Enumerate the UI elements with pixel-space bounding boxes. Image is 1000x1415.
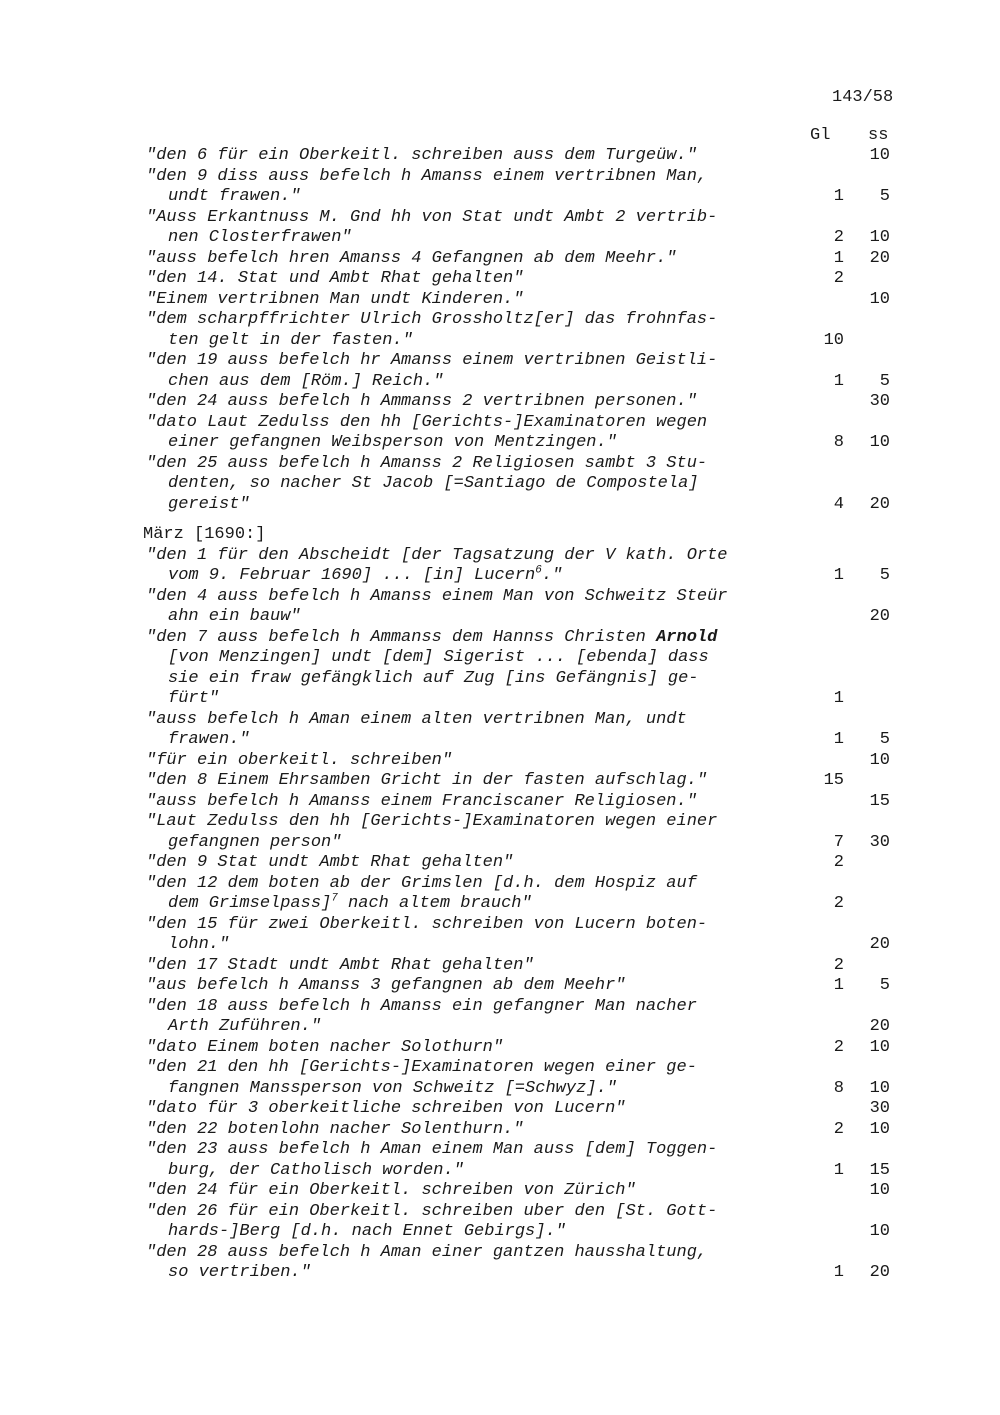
entry-text-line — [146, 894, 906, 915]
entry-text-line: "den 1 für den Abscheidt [der Tagsatzung der V kath. Orte — [146, 545, 728, 565]
amount-schilling: 15 — [869, 791, 890, 811]
amount-gulden: 2 — [833, 1037, 844, 1057]
amount-schilling: 10 — [869, 1222, 890, 1241]
entry-text-line: "den 19 auss befelch hr Amanss einem vertribnen Geistli- — [146, 351, 718, 370]
ledger-entry — [146, 546, 906, 587]
entry-text-line: gefangnen person" — [168, 832, 342, 852]
ledger-entry — [146, 771, 906, 792]
entry-text-line: "den 24 für ein Oberkeitl. schreiben von Zürich" — [146, 1181, 636, 1200]
ledger-entry — [146, 587, 906, 628]
entry-text-line: "auss befelch h Aman einem alten vertribnen Man, undt — [146, 709, 687, 729]
entry-text-line: nen Closterfrawen" — [168, 228, 352, 247]
amount-gulden: 1 — [833, 689, 844, 708]
entry-text-line: "den 15 für zwei Oberkeitl. schreiben von Lucern boten- — [146, 914, 708, 934]
ledger-entry — [146, 167, 906, 208]
page-number: 143/58 — [832, 88, 894, 107]
amount-gulden — [804, 607, 844, 628]
amount-schilling: 5 — [879, 566, 890, 585]
amount-gulden: 15 — [823, 771, 844, 790]
amount-gulden: 1 — [833, 1160, 844, 1180]
ledger-entry — [146, 351, 906, 392]
entry-text-line: gereist" — [168, 494, 250, 514]
amount-schilling: 20 — [869, 248, 890, 268]
entry-text-line: "den 17 Stadt undt Ambt Rhat gehalten" — [146, 955, 534, 975]
amount-schilling — [850, 956, 890, 977]
amount-schilling: 5 — [879, 187, 890, 206]
ledger-entry — [146, 413, 906, 454]
amount-schilling: 10 — [869, 289, 890, 309]
entry-text-line: "den 12 dem boten ab der Grimslen [d.h. dem Hospiz auf — [146, 873, 697, 893]
amount-gulden: 4 — [833, 494, 844, 514]
ledger-entry — [146, 208, 906, 249]
entry-text: vom 9. Februar 1690] ... [in] Lucern — [168, 566, 536, 585]
amount-gulden: 1 — [833, 1263, 844, 1282]
entry-text-line: "den 21 den hh [Gerichts-]Examinatoren wegen einer ge- — [146, 1058, 697, 1077]
entry-text-line: "den 23 auss befelch h Aman einem Man auss [dem] Toggen- — [146, 1140, 718, 1159]
ledger-entry — [146, 1058, 906, 1099]
column-header-gulden: Gl — [810, 126, 831, 145]
entry-text-line: "auss befelch hren Amanss 4 Gefangnen ab dem Meehr." — [146, 248, 677, 268]
amount-schilling — [850, 331, 890, 352]
entry-text-line: einer gefangnen Weibsperson von Mentzingen." — [168, 433, 617, 452]
entry-text-line: "auss befelch h Amanss einem Franciscaner Religiosen." — [146, 791, 697, 811]
amount-gulden: 8 — [833, 433, 844, 452]
ledger-entry — [146, 1038, 906, 1059]
amount-schilling: 30 — [869, 832, 890, 852]
amount-gulden: 1 — [833, 187, 844, 206]
ledger-entry — [146, 269, 906, 290]
amount-gulden: 2 — [833, 269, 844, 288]
amount-gulden — [804, 1222, 844, 1243]
entry-text-line: "den 9 diss auss befelch h Amanss einem vertribnen Man, — [146, 166, 708, 186]
amount-gulden: 2 — [833, 228, 844, 247]
amount-schilling: 10 — [869, 433, 890, 452]
ledger-entry — [146, 1243, 906, 1284]
amount-gulden: 2 — [833, 853, 844, 872]
ledger-entry — [146, 454, 906, 516]
entry-text-line: burg, der Catholisch worden." — [168, 1160, 464, 1180]
amount-schilling: 10 — [869, 1037, 890, 1057]
amount-schilling: 30 — [869, 392, 890, 411]
amount-gulden: 1 — [833, 730, 844, 749]
entry-text-line: "Auss Erkantnuss M. Gnd hh von Stat undt Ambt 2 vertrib- — [146, 207, 718, 227]
entry-text-line: "den 8 Einem Ehrsamben Gricht in der fasten aufschlag." — [146, 771, 708, 790]
entry-text-line: frawen." — [168, 730, 250, 749]
entry-text-line: "den 26 für ein Oberkeitl. schreiben uber den [St. Gott- — [146, 1201, 718, 1221]
amount-schilling — [850, 689, 890, 710]
entry-text-line: "Laut Zedulss den hh [Gerichts-]Examinatoren wegen einer — [146, 812, 718, 831]
ledger-entry — [146, 874, 906, 915]
ledger-entry — [146, 1140, 906, 1181]
ledger-entries — [143, 146, 906, 1284]
amount-gulden: 1 — [833, 371, 844, 391]
entry-text-line: "den 6 für ein Oberkeitl. schreiben auss dem Turgeüw." — [146, 146, 697, 165]
amount-gulden — [804, 1181, 844, 1202]
amount-schilling: 20 — [869, 607, 890, 626]
amount-gulden — [804, 146, 844, 167]
entry-text-line: Arth Zuführen." — [168, 1017, 322, 1036]
ledger-entry — [146, 1181, 906, 1202]
amount-gulden — [804, 1017, 844, 1038]
amount-gulden: 1 — [833, 566, 844, 585]
ledger-group-march-a — [146, 710, 906, 874]
ledger-entry — [146, 751, 906, 772]
ledger-entry — [146, 997, 906, 1038]
entry-text-line: ten gelt in der fasten." — [168, 330, 413, 350]
amount-schilling — [850, 771, 890, 792]
entry-text-line: lohn." — [168, 935, 230, 954]
entry-text-line: "dato Einem boten nacher Solothurn" — [146, 1037, 504, 1057]
entry-text-line: "den 9 Stat undt Ambt Rhat gehalten" — [146, 853, 514, 872]
amount-gulden: 10 — [823, 330, 844, 350]
amount-gulden — [804, 792, 844, 813]
entry-text-line: "den 4 auss befelch h Amanss einem Man von Schweitz Steür — [146, 586, 728, 606]
person-name: Arnold — [656, 627, 718, 647]
ledger-entry — [146, 1202, 906, 1243]
amount-gulden: 7 — [833, 832, 844, 852]
amount-schilling: 10 — [869, 1181, 890, 1200]
entry-text-line: "für ein oberkeitl. schreiben" — [146, 750, 453, 770]
entry-text: ." — [541, 566, 563, 585]
ledger-entry — [146, 853, 906, 874]
ledger-entry — [146, 1099, 906, 1120]
entry-text-line: "den 25 auss befelch h Amanss 2 Religiosen sambt 3 Stu- — [146, 453, 708, 473]
entry-text-line: so vertriben." — [168, 1263, 311, 1282]
entry-text-line: undt frawen." — [168, 187, 301, 206]
amount-schilling: 5 — [879, 730, 890, 749]
amount-gulden: 8 — [833, 1078, 844, 1098]
amount-gulden — [804, 1099, 844, 1120]
entry-text-line: fangnen Manssperson von Schweitz [=Schwyz]." — [168, 1078, 617, 1098]
amount-schilling: 10 — [869, 1078, 890, 1098]
entry-text-line: "aus befelch h Amanss 3 gefangnen ab dem Meehr" — [146, 976, 626, 995]
entry-text-line: ahn ein bauw" — [168, 607, 301, 626]
entry-text-line — [146, 566, 906, 587]
amount-schilling: 20 — [869, 1263, 890, 1282]
amount-gulden: 2 — [833, 955, 844, 975]
amount-schilling: 10 — [869, 146, 890, 165]
footnote-marker: 7 — [331, 892, 338, 905]
entry-text-line: "den 18 auss befelch h Amanss ein gefangner Man nacher — [146, 996, 697, 1016]
entry-text-line: [von Menzingen] undt [dem] Sigerist ... [ebenda] dass — [168, 648, 709, 667]
amount-gulden: 1 — [833, 248, 844, 268]
ledger-entry — [146, 310, 906, 351]
amount-gulden — [804, 935, 844, 956]
footnote-marker: 6 — [535, 564, 542, 577]
entry-text-line — [146, 628, 906, 649]
ledger-entry — [146, 146, 906, 167]
amount-schilling: 20 — [869, 1017, 890, 1036]
amount-schilling: 10 — [869, 228, 890, 247]
amount-schilling: 10 — [869, 1119, 890, 1139]
entry-text: nach altem brauch" — [337, 894, 532, 913]
ledger-entry — [146, 1120, 906, 1141]
amount-gulden — [804, 392, 844, 413]
ledger-entry — [146, 915, 906, 956]
entry-text-line: hards-]Berg [d.h. nach Ennet Gebirgs]." — [168, 1222, 566, 1241]
ledger-entry — [146, 392, 906, 413]
month-heading: März [1690:] — [143, 525, 266, 544]
amount-schilling: 5 — [879, 976, 890, 995]
entry-text-line: "den 14. Stat und Ambt Rhat gehalten" — [146, 269, 524, 288]
amount-schilling — [850, 269, 890, 290]
ledger-entry — [146, 290, 906, 311]
ledger-entry — [146, 710, 906, 751]
ledger-entry — [146, 812, 906, 853]
amount-gulden — [804, 751, 844, 772]
amount-schilling: 10 — [869, 750, 890, 770]
ledger-entry — [146, 976, 906, 997]
amount-schilling — [850, 853, 890, 874]
amount-schilling — [850, 894, 890, 915]
amount-gulden: 2 — [833, 1119, 844, 1139]
amount-gulden: 2 — [833, 894, 844, 913]
column-header-schilling: ss — [868, 126, 889, 145]
amount-gulden: 1 — [833, 976, 844, 995]
entry-text: dem Grimselpass] — [168, 894, 332, 913]
ledger-entry — [146, 249, 906, 270]
entry-text-line: "den 28 auss befelch h Aman einer gantzen hausshaltung, — [146, 1242, 708, 1262]
ledger-entry — [146, 628, 906, 710]
ledger-group-march-b — [146, 915, 906, 1284]
amount-schilling: 20 — [869, 494, 890, 514]
entry-text-line: "den 22 botenlohn nacher Solenthurn." — [146, 1119, 524, 1139]
entry-text-line: chen aus dem [Röm.] Reich." — [168, 371, 444, 391]
entry-text-line: "dato für 3 oberkeitliche schreiben von Lucern" — [146, 1099, 626, 1118]
entry-text-line: "dato Laut Zedulss den hh [Gerichts-]Examinatoren wegen — [146, 412, 708, 432]
entry-text-line: sie ein fraw gefängklich auf Zug [ins Gefängnis] ge- — [168, 668, 699, 688]
entry-text-line: "den 24 auss befelch h Ammanss 2 vertribnen personen." — [146, 392, 697, 411]
entry-text-line: "dem scharpffrichter Ulrich Grossholtz[er] das frohnfas- — [146, 310, 718, 329]
amount-schilling: 20 — [869, 935, 890, 954]
amount-schilling: 30 — [869, 1099, 890, 1118]
amount-schilling: 5 — [879, 371, 890, 391]
entry-text-line: fürt" — [168, 689, 220, 708]
entry-text-line: "Einem vertribnen Man undt Kinderen." — [146, 289, 524, 309]
ledger-group-february — [146, 146, 906, 515]
ledger-entry — [146, 792, 906, 813]
amount-schilling: 15 — [869, 1160, 890, 1180]
amount-gulden — [804, 290, 844, 311]
entry-text-line: denten, so nacher St Jacob [=Santiago de Compostela] — [168, 474, 699, 493]
entry-text: "den 7 auss befelch h Ammanss dem Hannss Christen — [146, 627, 657, 647]
ledger-entry — [146, 956, 906, 977]
